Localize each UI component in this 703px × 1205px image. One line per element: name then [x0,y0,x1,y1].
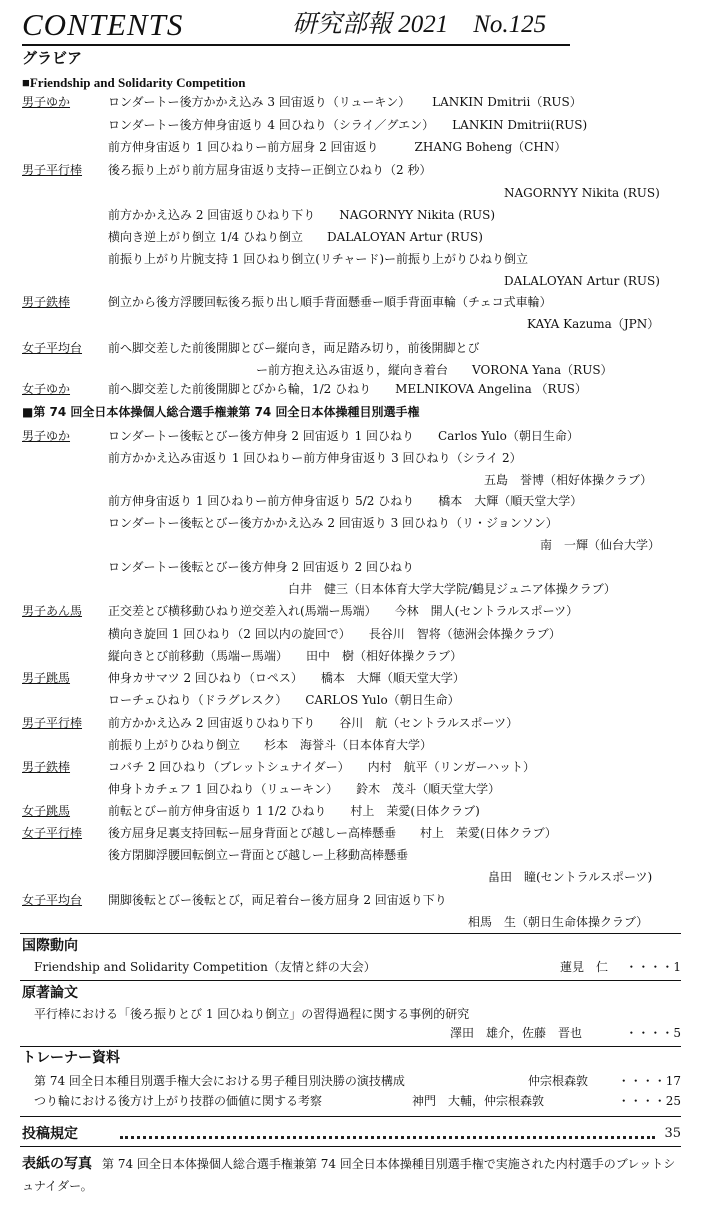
toc-item-page: ・・・・25 [617,1094,681,1108]
cover-photo-label: 表紙の写真 [22,1156,92,1172]
toc-item-author: 仲宗根森敦 [528,1074,589,1088]
skill-line: コバチ 2 回ひねり（ブレットシュナイダー） 内村 航平（リンガーハット） [108,760,535,774]
skill-line: 開脚後転とびー後転とび，両足着台ー後方屈身 2 回宙返り下り [108,893,447,907]
contents-header [22,6,570,46]
skill-line: 前へ脚交差した前後開脚とびー縦向き，両足踏み切り，前後開脚とび [108,341,480,355]
toc-item-title[interactable]: つり輪における後方け上がり技群の価値に関する考察 [34,1094,323,1108]
journal-issue: 研究部報 2021 No.125 [292,11,547,38]
athlete-line: 南 一輝（仙台大学） [540,538,661,552]
athlete-line: KAYA Kazuma（JPN） [527,317,660,331]
section-divider [20,1046,681,1047]
skill-line: ロンダートー後方伸身宙返り 4 回ひねり（シライ／グエン） LANKIN Dmitrii(RUS) [108,118,588,132]
skill-line: 横向き逆上がり倒立 1/4 ひねり倒立 DALALOYAN Artur (RUS) [108,230,483,244]
toc-item-title[interactable]: 平行棒における「後ろ振りとび 1 回ひねり倒立」の習得過程に関する事例的研究 [34,1007,470,1021]
athlete-line: 五島 誉博（相好体操クラブ） [484,473,653,487]
skill-line: ローチェひねり（ドラグレスク） CARLOS Yulo（朝日生命） [108,693,460,707]
toc-item-page: ・・・・5 [625,1026,681,1040]
toc-item-page: ・・・・1 [625,960,681,974]
skill-line: 倒立から後方浮腰回転後ろ振り出し順手背面懸垂ー順手背面車輪（チェコ式車輪） [108,295,552,309]
skill-line: ー前方抱え込み宙返り，縦向き着台 VORONA Yana（RUS） [256,363,613,377]
skill-line: 後方屈身足裏支持回転ー屈身背面とび越しー高棒懸垂 村上 茉愛(日体クラブ） [108,826,557,840]
athlete-line: 白井 健三（日本体育大学大学院/鶴見ジュニア体操クラブ） [288,582,616,596]
event-label: 女子平均台 [22,893,83,907]
toc-item-title[interactable]: Friendship and Solidarity Competition（友情と絆の大会） [34,960,376,974]
skill-line: 前方かかえ込み 2 回宙返りひねり下り NAGORNYY Nikita (RUS) [108,208,496,222]
skill-line: 正交差とび横移動ひねり逆交差入れ(馬端ー馬端） 今林 開人(セントラルスポーツ） [108,604,579,618]
skill-line: 前方かかえ込み 2 回宙返りひねり下り 谷川 航（セントラルスポーツ） [108,716,519,730]
dot-leader [120,1119,655,1139]
event-label: 男子平行棒 [22,716,83,730]
athlete-line: 相馬 生（朝日生命体操クラブ） [468,915,649,929]
skill-line: 前振り上がりひねり倒立 杉本 海誉斗（日本体育大学） [108,738,433,752]
skill-line: ロンダートー後転とびー後方伸身 2 回宙返り 2 回ひねり [108,560,415,574]
event-label: 男子ゆか [22,429,71,443]
event-label: 女子平行棒 [22,826,83,840]
toc-item-page: ・・・・17 [617,1074,681,1088]
event-label: 男子鉄棒 [22,760,71,774]
section-divider [20,933,681,934]
contents-title: CONTENTS [22,7,184,42]
toc-item-author: 澤田 雄介，佐藤 晋也 [450,1026,583,1040]
toc-heading-papers: 原著論文 [22,985,78,1001]
skill-line: ロンダートー後方かかえ込み 3 回宙返り（リューキン） LANKIN Dmitrii（RUS） [108,95,582,109]
toc-heading-international: 国際動向 [22,938,78,954]
skill-line: 横向き旋回 1 回ひねり（2 回以内の旋回で） 長谷川 智将（徳洲会体操クラブ） [108,627,561,641]
skill-line: 伸身トカチェフ 1 回ひねり（リューキン） 鈴木 茂斗（順天堂大学） [108,782,501,796]
cover-photo-note [22,1153,682,1197]
cover-photo-text: 第 74 回全日本体操個人総合選手権兼第 74 回全日本体操種目別選手権で実施された内村選手のブレットシュナイダー。 [22,1157,676,1193]
section-title-friendship: ■Friendship and Solidarity Competition [22,75,246,90]
toc-heading-trainer: トレーナー資料 [22,1050,120,1066]
skill-line: ロンダートー後転とびー後方伸身 2 回宙返り 1 回ひねり Carlos Yulo（朝日生命） [108,429,579,443]
section-divider [20,1116,681,1117]
skill-line: 伸身カサマツ 2 回ひねり（ロペス） 橋本 大輝（順天堂大学） [108,671,465,685]
skill-line: 前転とびー前方伸身宙返り 1 1/2 ひねり 村上 茉愛(日体クラブ) [108,804,480,818]
athlete-line: DALALOYAN Artur (RUS) [504,274,660,288]
skill-line: 前振り上がり片腕支持 1 回ひねり倒立(リチャード)ー前振り上がりひねり倒立 [108,252,529,266]
skill-line: ロンダートー後転とびー後方かかえ込み 2 回宙返り 3 回ひねり（リ・ジョンソン） [108,516,558,530]
toc-item-page: 35 [664,1126,681,1141]
toc-item-title[interactable]: 第 74 回全日本種目別選手権大会における男子種目別決勝の演技構成 [34,1074,405,1088]
event-label: 男子鉄棒 [22,295,71,309]
athlete-line: 畠田 瞳(セントラルスポーツ) [488,870,653,884]
skill-line: 前方かかえ込み宙返り 1 回ひねりー前方伸身宙返り 3 回ひねり（シライ 2） [108,451,522,465]
section-divider [20,980,681,981]
event-label: 女子跳馬 [22,804,71,818]
event-label: 男子ゆか [22,95,71,109]
toc-item-author: 神門 大輔，仲宗根森敦 [412,1094,545,1108]
event-label: 男子平行棒 [22,163,83,177]
event-label: 女子ゆか [22,382,71,396]
event-label: 女子平均台 [22,341,83,355]
skill-line: 後ろ振り上がり前方屈身宙返り支持ー正倒立ひねり（2 秒） [108,163,432,177]
skill-line: 前へ脚交差した前後開脚とびから輪，1/2 ひねり MELNIKOVA Angelina （RUS） [108,382,587,396]
toc-heading-guidelines[interactable]: 投稿規定 [22,1126,78,1142]
skill-line: 縦向きとび前移動（馬端ー馬端） 田中 樹（相好体操クラブ） [108,649,463,663]
skill-line: 後方閉脚浮腰回転倒立ー背面とび越しー上移動高棒懸垂 [108,848,409,862]
gravure-heading: グラビア [22,49,83,67]
event-label: 男子跳馬 [22,671,71,685]
event-label: 男子あん馬 [22,604,83,618]
athlete-line: NAGORNYY Nikita (RUS) [504,186,660,200]
skill-line: 前方伸身宙返り 1 回ひねりー前方屈身 2 回宙返り ZHANG Boheng（CHN） [108,140,567,154]
section-title-all-japan: ■第 74 回全日本体操個人総合選手権兼第 74 回全日本体操種目別選手権 [22,405,420,419]
toc-item-author: 蓮見 仁 [560,960,609,974]
section-divider [20,1146,681,1147]
skill-line: 前方伸身宙返り 1 回ひねりー前方伸身宙返り 5/2 ひねり 橋本 大輝（順天堂大学） [108,494,583,508]
